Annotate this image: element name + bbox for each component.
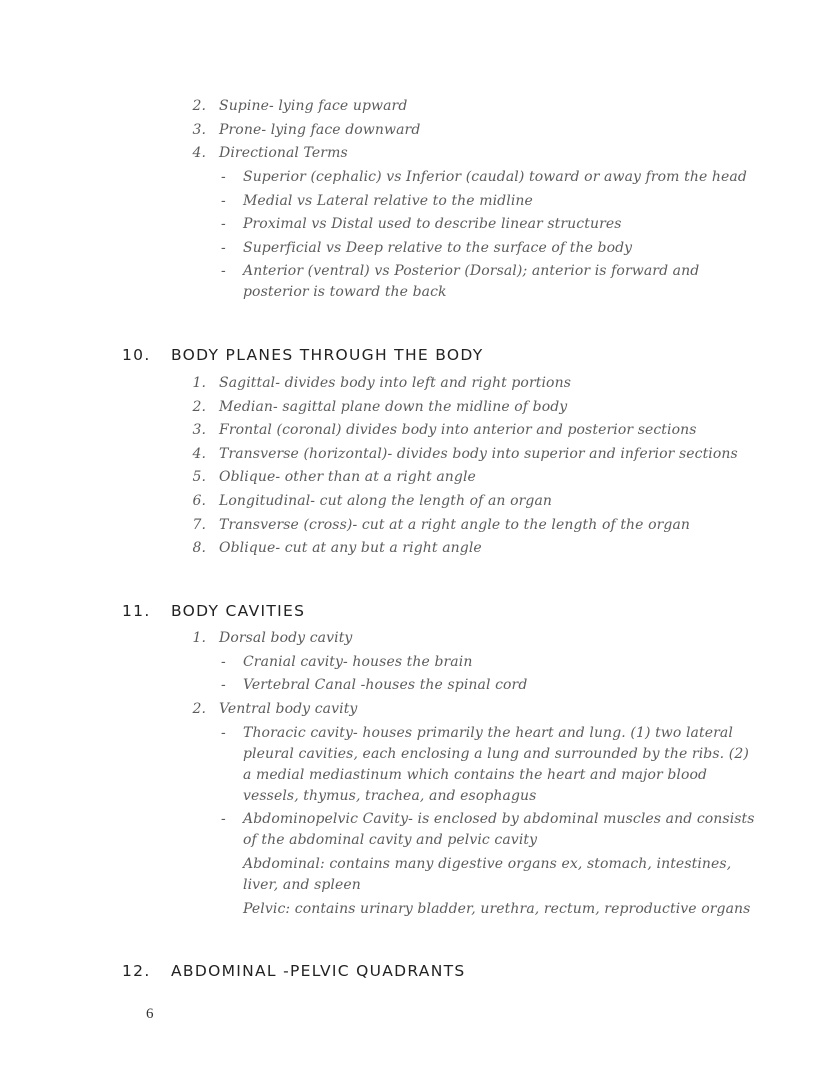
list-number: 1. — [192, 630, 206, 646]
list-number: 1. — [192, 375, 206, 391]
list-text: Median- sagittal plane down the midline of body — [219, 399, 568, 415]
list-number: 5. — [192, 469, 206, 485]
list-number: 2. — [192, 701, 206, 717]
bullet-text: Proximal vs Distal used to describe linear structures — [243, 216, 622, 232]
list-number: 3. — [192, 422, 206, 438]
bullet-text: Superficial vs Deep relative to the surface of the body — [243, 240, 633, 256]
list-text: Dorsal body cavity — [219, 630, 353, 646]
list-text: Longitudinal- cut along the length of an organ — [219, 493, 553, 509]
list-text: Sagittal- divides body into left and right portions — [219, 375, 571, 391]
list-text: Transverse (cross)- cut at a right angle to the length of the organ — [219, 517, 691, 533]
bullet-text: vessels, thymus, trachea, and esophagus — [243, 788, 537, 804]
list-text: Prone- lying face downward — [219, 122, 421, 138]
bullet-text: Abdominopelvic Cavity- is enclosed by abdominal muscles and consists — [243, 811, 755, 827]
dash-bullet: - — [221, 240, 226, 256]
bullet-text: Pelvic: contains urinary bladder, urethra, rectum, reproductive organs — [243, 901, 751, 917]
bullet-text: a medial mediastinum which contains the heart and major blood — [243, 767, 708, 783]
list-text: Ventral body cavity — [219, 701, 358, 717]
bullet-text: posterior is toward the back — [243, 284, 447, 300]
dash-bullet: - — [221, 216, 226, 232]
dash-bullet: - — [221, 725, 226, 741]
bullet-text: pleural cavities, each enclosing a lung and surrounded by the ribs. (2) — [243, 746, 749, 762]
section-number: 10. — [122, 346, 151, 364]
list-number: 2. — [192, 399, 206, 415]
bullet-text: of the abdominal cavity and pelvic cavity — [243, 832, 538, 848]
dash-bullet: - — [221, 169, 226, 185]
section-number: 12. — [122, 962, 151, 980]
section-title: ABDOMINAL -PELVIC QUADRANTS — [171, 962, 466, 980]
list-text: Supine- lying face upward — [219, 98, 408, 114]
bullet-text: Anterior (ventral) vs Posterior (Dorsal); anterior is forward and — [243, 263, 700, 279]
dash-bullet: - — [221, 193, 226, 209]
list-number: 4. — [192, 145, 206, 161]
page-number: 6 — [146, 1006, 154, 1022]
dash-bullet: - — [221, 677, 226, 693]
section-title: BODY PLANES THROUGH THE BODY — [171, 346, 484, 364]
list-text: Frontal (coronal) divides body into anterior and posterior sections — [219, 422, 697, 438]
list-number: 4. — [192, 446, 206, 462]
bullet-text: Superior (cephalic) vs Inferior (caudal) toward or away from the head — [243, 169, 747, 185]
list-number: 2. — [192, 98, 206, 114]
dash-bullet: - — [221, 263, 226, 279]
list-text: Directional Terms — [219, 145, 348, 161]
list-text: Oblique- other than at a right angle — [219, 469, 476, 485]
list-number: 6. — [192, 493, 206, 509]
list-number: 8. — [192, 540, 206, 556]
list-text: Oblique- cut at any but a right angle — [219, 540, 482, 556]
list-text: Transverse (horizontal)- divides body into superior and inferior sections — [219, 446, 738, 462]
bullet-text: Thoracic cavity- houses primarily the heart and lung. (1) two lateral — [243, 725, 733, 741]
bullet-text: Medial vs Lateral relative to the midline — [243, 193, 533, 209]
dash-bullet: - — [221, 811, 226, 827]
dash-bullet: - — [221, 654, 226, 670]
section-number: 11. — [122, 602, 151, 620]
list-number: 3. — [192, 122, 206, 138]
list-number: 7. — [192, 517, 206, 533]
bullet-text: Cranial cavity- houses the brain — [243, 654, 473, 670]
bullet-text: liver, and spleen — [243, 877, 361, 893]
section-title: BODY CAVITIES — [171, 602, 306, 620]
bullet-text: Vertebral Canal -houses the spinal cord — [243, 677, 528, 693]
bullet-text: Abdominal: contains many digestive organs ex, stomach, intestines, — [243, 856, 732, 872]
